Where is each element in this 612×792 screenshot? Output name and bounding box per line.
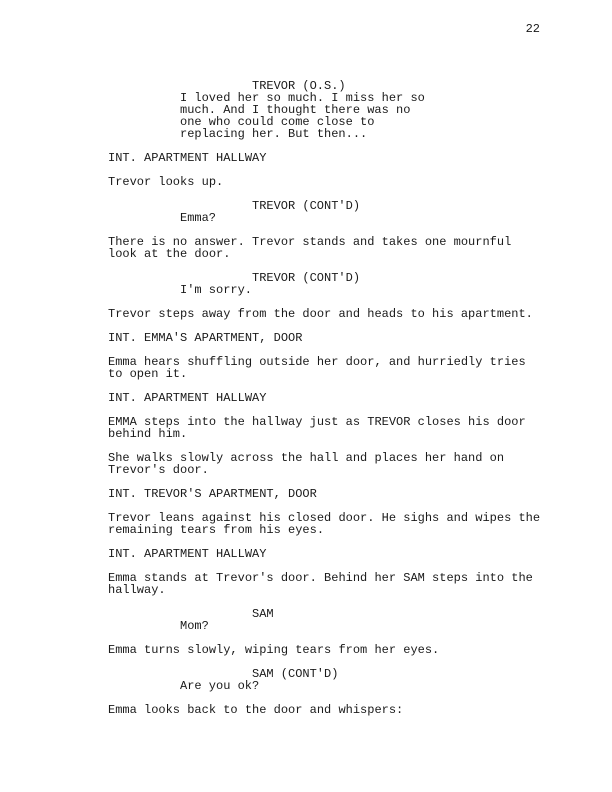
scene-heading: INT. TREVOR'S APARTMENT, DOOR [108, 487, 317, 501]
character-cue: SAM (CONT'D) [252, 667, 339, 681]
dialogue: I loved her so much. I miss her so much. And I thought there was no one who could come close to replacing her. But then... [180, 91, 425, 141]
scene-heading: INT. APARTMENT HALLWAY [108, 547, 267, 561]
character-cue: TREVOR (O.S.) [252, 79, 346, 93]
action-line: There is no answer. Trevor stands and takes one mournful look at the door. [108, 235, 512, 261]
page-number: 22 [525, 22, 540, 36]
action-line: Trevor looks up. [108, 175, 224, 189]
action-line: Emma stands at Trevor's door. Behind her SAM steps into the hallway. [108, 571, 533, 597]
dialogue: Are you ok? [180, 679, 260, 693]
scene-heading: INT. APARTMENT HALLWAY [108, 391, 267, 405]
dialogue: Emma? [180, 211, 217, 225]
action-line: Trevor leans against his closed door. He sighs and wipes the remaining tears from his eyes. [108, 511, 541, 537]
action-line: Trevor steps away from the door and heads to his apartment. [108, 307, 533, 321]
action-line: Emma turns slowly, wiping tears from her eyes. [108, 643, 440, 657]
action-line: She walks slowly across the hall and places her hand on Trevor's door. [108, 451, 505, 477]
character-cue: SAM [252, 607, 274, 621]
dialogue: I'm sorry. [180, 283, 253, 297]
character-cue: TREVOR (CONT'D) [252, 271, 361, 285]
character-cue: TREVOR (CONT'D) [252, 199, 361, 213]
action-line: EMMA steps into the hallway just as TREVOR closes his door behind him. [108, 415, 526, 441]
scene-heading: INT. APARTMENT HALLWAY [108, 151, 267, 165]
action-line: Emma hears shuffling outside her door, and hurriedly tries to open it. [108, 355, 526, 381]
dialogue: Mom? [180, 619, 209, 633]
scene-heading: INT. EMMA'S APARTMENT, DOOR [108, 331, 303, 345]
script-body [0, 80, 612, 716]
action-line: Emma looks back to the door and whispers: [108, 703, 404, 717]
